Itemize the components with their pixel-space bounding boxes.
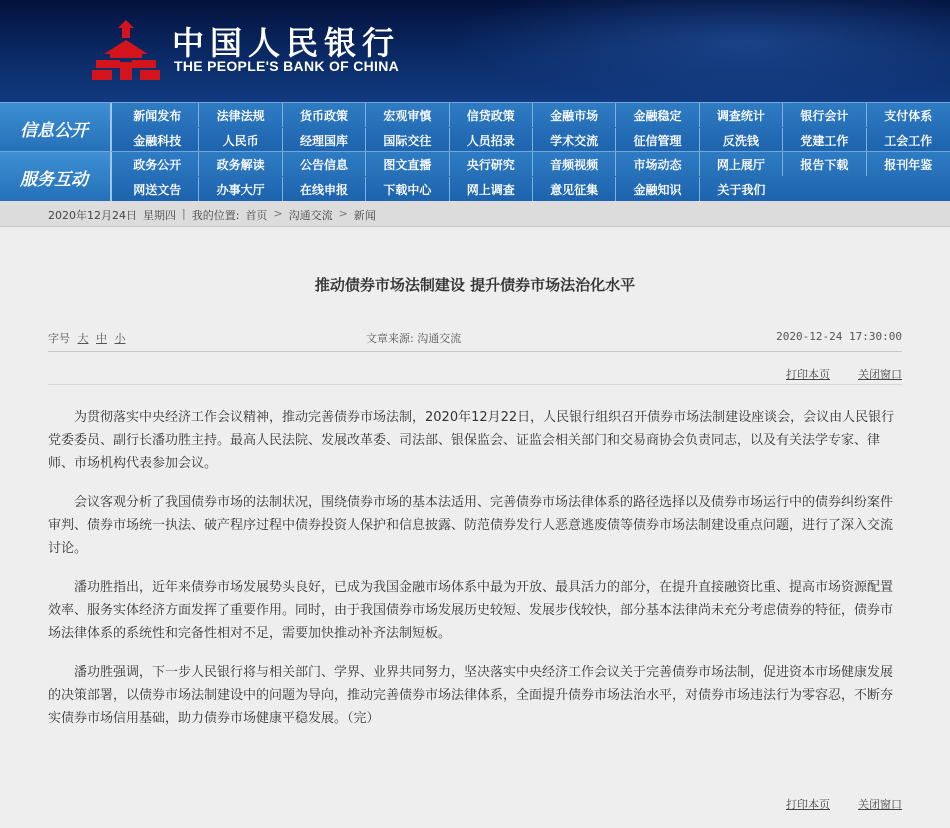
- font-small-link[interactable]: 小: [114, 332, 126, 345]
- breadcrumb: [0, 201, 950, 227]
- article-datetime: 2020-12-24 17:30:00: [776, 330, 902, 343]
- font-size-controls: [48, 330, 126, 346]
- nav-section-info-label: 信息公开: [20, 121, 88, 141]
- header-glow: [440, 0, 950, 102]
- nav-item[interactable]: 金融科技: [116, 128, 199, 152]
- nav-item[interactable]: 报告下载: [783, 152, 866, 176]
- article-paragraph: 潘功胜指出，近年来债券市场发展势头良好，已成为我国金融市场体系中最为开放、最具活力的部分，在提升直接融资比重、提高市场资源配置效率、服务实体经济方面发挥了重要作用。同时，由于我国债券市场发展历史较短、发展步伐较快，部分基本法律尚未充分考虑债券的特征，债券市场法律体系的系统性和完备性相对不足，需要加快推动补齐法制短板。: [48, 580, 894, 641]
- nav-grid-info: [116, 103, 950, 153]
- nav-row-1: [116, 103, 950, 128]
- nav-item[interactable]: 公告信息: [283, 152, 366, 176]
- site-header: [0, 0, 950, 102]
- site-title-cn: 中国人民银行: [172, 24, 401, 62]
- nav-item[interactable]: 经理国库: [283, 128, 366, 152]
- breadcrumb-separator: >: [338, 207, 348, 220]
- nav-item[interactable]: 网上调查: [450, 177, 533, 201]
- article-meta: [48, 330, 902, 348]
- current-date: 2020年12月24日: [48, 209, 137, 222]
- tools-divider: [48, 384, 902, 385]
- nav-item[interactable]: 信贷政策: [450, 103, 533, 127]
- nav-item[interactable]: 办事大厅: [199, 177, 282, 201]
- nav-row-3: [116, 152, 950, 177]
- nav-item[interactable]: 新闻发布: [116, 103, 199, 127]
- article-source: [366, 330, 461, 346]
- breadcrumb-location-label: 我的位置:: [191, 209, 240, 222]
- nav-item[interactable]: 意见征集: [533, 177, 616, 201]
- font-medium-link[interactable]: 中: [96, 332, 107, 345]
- breadcrumb-divider: |: [182, 207, 186, 220]
- nav-item[interactable]: 国际交往: [366, 128, 449, 152]
- nav-item[interactable]: 货币政策: [283, 103, 366, 127]
- nav-section-service-label: 服务互动: [20, 170, 88, 190]
- article-paragraph: 为贯彻落实中央经济工作会议精神，推动完善债券市场法制，2020年12月22日，人民银行组织召开债券市场法制建设座谈会，会议由人民银行党委委员、副行长潘功胜主持。最高人民法院、发展改革委、司法部、银保监会、证监会相关部门和交易商协会负责同志，以及有关法学专家、律师、市场机构代表参加会议。: [48, 410, 895, 471]
- article-tools-bottom: [786, 796, 902, 812]
- site-title-en: THE PEOPLE'S BANK OF CHINA: [174, 58, 400, 74]
- article-panel: [0, 240, 950, 828]
- nav-row-2: [116, 128, 950, 153]
- nav-item[interactable]: 反洗钱: [700, 128, 783, 152]
- nav-item[interactable]: 调查统计: [700, 103, 783, 127]
- nav-item[interactable]: 工会工作: [884, 133, 933, 148]
- source-value: 沟通交流: [417, 332, 462, 345]
- breadcrumb-home-link[interactable]: 首页: [245, 209, 268, 222]
- nav-item[interactable]: 图文直播: [366, 152, 449, 176]
- nav-item[interactable]: 人员招录: [450, 128, 533, 152]
- nav-item[interactable]: 市场动态: [616, 152, 699, 176]
- nav-item[interactable]: 支付体系: [884, 108, 933, 123]
- nav-item[interactable]: 学术交流: [533, 128, 616, 152]
- nav-item[interactable]: 网送文告: [116, 177, 199, 201]
- nav-item[interactable]: 政务公开: [116, 152, 199, 176]
- nav-row-4: [116, 177, 950, 202]
- close-window-link[interactable]: 关闭窗口: [858, 798, 902, 811]
- nav-item[interactable]: 宏观审慎: [366, 103, 449, 127]
- nav-item[interactable]: 金融知识: [616, 177, 699, 201]
- close-window-link[interactable]: 关闭窗口: [858, 368, 902, 381]
- nav-item[interactable]: 法律法规: [199, 103, 282, 127]
- pboc-logo-icon[interactable]: [90, 18, 162, 82]
- nav-item[interactable]: 金融稳定: [616, 103, 699, 127]
- nav-item[interactable]: 报刊年鉴: [884, 157, 933, 172]
- nav-item[interactable]: 下载中心: [366, 177, 449, 201]
- nav-band-info: [0, 102, 950, 152]
- article-paragraph: 会议客观分析了我国债券市场的法制状况，围绕债券市场的基本法适用、完善债券市场法律体系的路径选择以及债券市场运行中的债券纠纷案件审判、债券市场统一执法、破产程序过程中债券投资人保护和信息披露、防范债券发行人恶意逃废债等债券市场法制建设重点问题，进行了深入交流讨论。: [48, 495, 894, 556]
- breadcrumb-separator: >: [273, 207, 283, 220]
- nav-item[interactable]: 政务解读: [199, 152, 282, 176]
- nav-item[interactable]: 央行研究: [450, 152, 533, 176]
- print-page-link[interactable]: 打印本页: [786, 798, 830, 811]
- nav-item[interactable]: 党建工作: [783, 128, 866, 152]
- breadcrumb-level2-link[interactable]: 新闻: [353, 209, 376, 222]
- nav-item[interactable]: 在线申报: [283, 177, 366, 201]
- nav-item[interactable]: 征信管理: [616, 128, 699, 152]
- article-tools-top: [786, 366, 902, 382]
- article-title: 推动债券市场法制建设 提升债券市场法治化水平: [314, 276, 636, 294]
- nav-item[interactable]: 金融市场: [533, 103, 616, 127]
- article-body: [48, 406, 904, 746]
- font-size-label: 字号: [48, 332, 70, 345]
- nav-band-service: [0, 151, 950, 201]
- article-paragraph: 潘功胜强调，下一步人民银行将与相关部门、学界、业界共同努力，坚决落实中央经济工作会议关于完善债券市场法制，促进资本市场健康发展的决策部署，以债券市场法制建设中的问题为导向，推动完善债券市场法律体系，全面提升债券市场法治水平，对债券市场违法行为零容忍，不断夯实债券市场信用基础，助力债券市场健康平稳发展。（完）: [48, 665, 894, 726]
- nav-item[interactable]: 人民币: [199, 128, 282, 152]
- meta-divider: [48, 351, 902, 352]
- breadcrumb-level1-link[interactable]: 沟通交流: [288, 209, 333, 222]
- nav-item[interactable]: 音频视频: [533, 152, 616, 176]
- nav-item[interactable]: 关于我们: [717, 182, 766, 197]
- nav-grid-service: [116, 152, 950, 202]
- font-large-link[interactable]: 大: [77, 332, 89, 345]
- source-label: 文章来源:: [366, 332, 414, 345]
- nav-section-info[interactable]: [0, 103, 112, 153]
- print-page-link[interactable]: 打印本页: [786, 368, 830, 381]
- nav-item[interactable]: 银行会计: [783, 103, 866, 127]
- current-weekday: 星期四: [143, 209, 176, 222]
- nav-item[interactable]: 网上展厅: [700, 152, 783, 176]
- nav-section-service[interactable]: [0, 152, 112, 202]
